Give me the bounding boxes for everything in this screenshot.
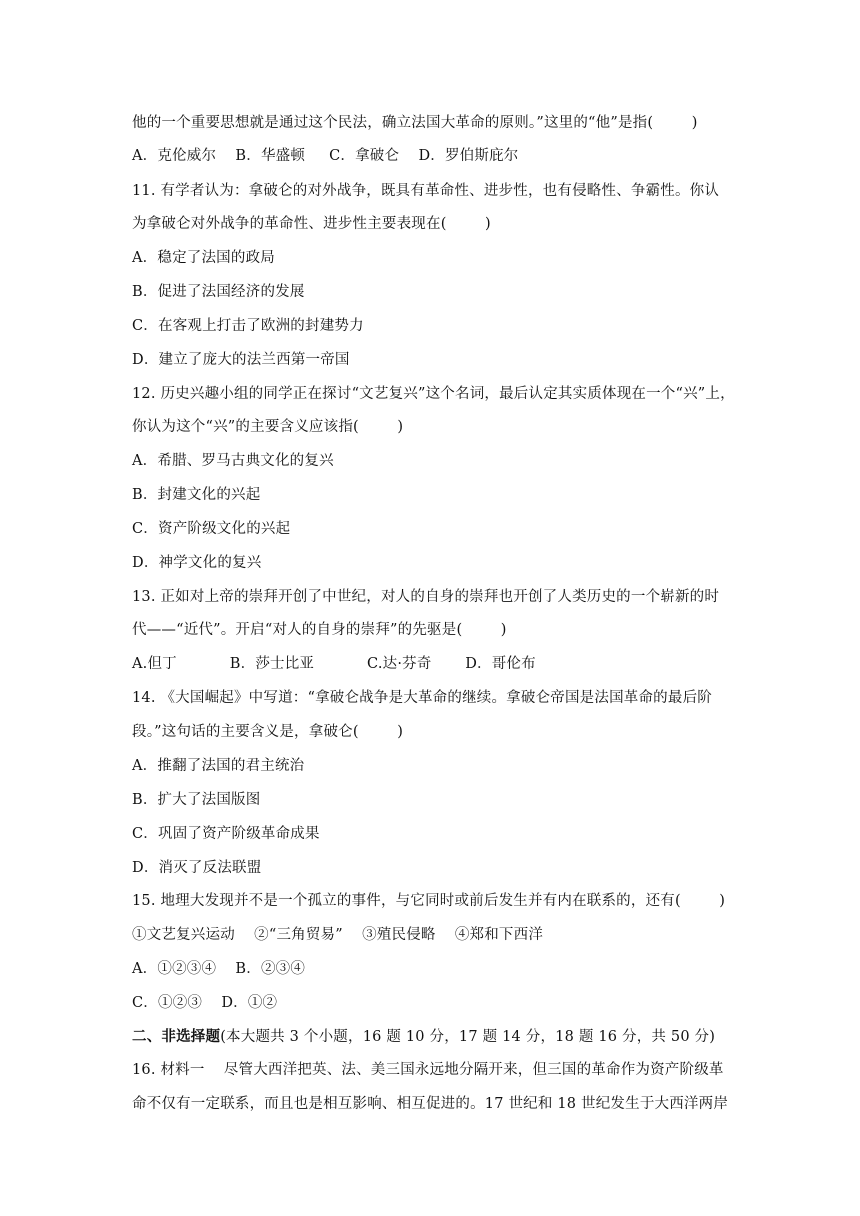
- question-14-line: 14. 《大国崛起》中写道：“拿破仑战争是大革命的继续。拿破仑帝国是法国革命的最后阶: [132, 690, 712, 706]
- question-16-line: 16. 材料一 尽管大西洋把英、法、美三国永远地分隔开来，但三国的革命作为资产阶级革: [132, 1062, 724, 1078]
- text-line: 为拿破仑对外战争的革命性、进步性主要表现在( ): [132, 216, 491, 232]
- answer-option-c: C．巩固了资产阶级革命成果: [132, 826, 320, 842]
- section-heading-note: (本大题共 3 个小题，16 题 10 分，17 题 14 分，18 题 16 分，共 50 分): [220, 1029, 716, 1045]
- text-line: 段。”这句话的主要含义是，拿破仑( ): [132, 724, 404, 740]
- answer-option-c: C．资产阶级文化的兴起: [132, 521, 291, 537]
- answer-options-line: A.但丁 B．莎士比亚 C.达·芬奇 D．哥伦布: [132, 656, 536, 672]
- answer-option-d: D．消灭了反法联盟: [132, 860, 262, 876]
- text-line: ①文艺复兴运动 ②“三角贸易” ③殖民侵略 ④郑和下西洋: [132, 927, 544, 943]
- question-12-line: 12. 历史兴趣小组的同学正在探讨“文艺复兴”这个名词，最后认定其实质体现在一个“兴”上，: [132, 386, 735, 402]
- answer-option-d: D．建立了庞大的法兰西第一帝国: [132, 352, 350, 368]
- section-heading-title: 二、非选择题: [132, 1028, 221, 1045]
- question-13-line: 13. 正如对上帝的崇拜开创了中世纪，对人的自身的崇拜也开创了人类历史的一个崭新的时: [132, 589, 720, 605]
- text-line: 命不仅有一定联系，而且也是相互影响、相互促进的。17 世纪和 18 世纪发生于大西洋两岸: [132, 1096, 729, 1112]
- text-line: 代——“近代”。开启“对人的自身的崇拜”的先驱是( ): [132, 622, 507, 638]
- text-line: 他的一个重要思想就是通过这个民法，确立法国大革命的原则。”这里的“他”是指( ): [132, 115, 698, 131]
- answer-options-line: C．①②③ D．①②: [132, 995, 278, 1011]
- answer-options-line: A．①②③④ B．②③④: [132, 961, 306, 977]
- answer-option-b: B．封建文化的兴起: [132, 487, 261, 503]
- answer-option-b: B．扩大了法国版图: [132, 792, 261, 808]
- answer-option-a: A．希腊、罗马古典文化的复兴: [132, 453, 334, 469]
- question-11-line: 11. 有学者认为：拿破仑的对外战争，既具有革命性、进步性，也有侵略性、争霸性。你认: [132, 183, 720, 199]
- answer-option-c: C．在客观上打击了欧洲的封建势力: [132, 318, 364, 334]
- section-heading: [132, 1027, 715, 1047]
- question-15-line: 15. 地理大发现并不是一个孤立的事件，与它同时或前后发生并有内在联系的，还有( ): [132, 893, 726, 909]
- text-line: 你认为这个“兴”的主要含义应该指( ): [132, 419, 404, 435]
- answer-options-line: A．克伦威尔 B．华盛顿 C．拿破仑 D．罗伯斯庇尔: [132, 148, 519, 164]
- answer-option-d: D．神学文化的复兴: [132, 555, 262, 571]
- answer-option-a: A．推翻了法国的君主统治: [132, 758, 305, 774]
- answer-option-a: A．稳定了法国的政局: [132, 250, 275, 266]
- answer-option-b: B．促进了法国经济的发展: [132, 284, 305, 300]
